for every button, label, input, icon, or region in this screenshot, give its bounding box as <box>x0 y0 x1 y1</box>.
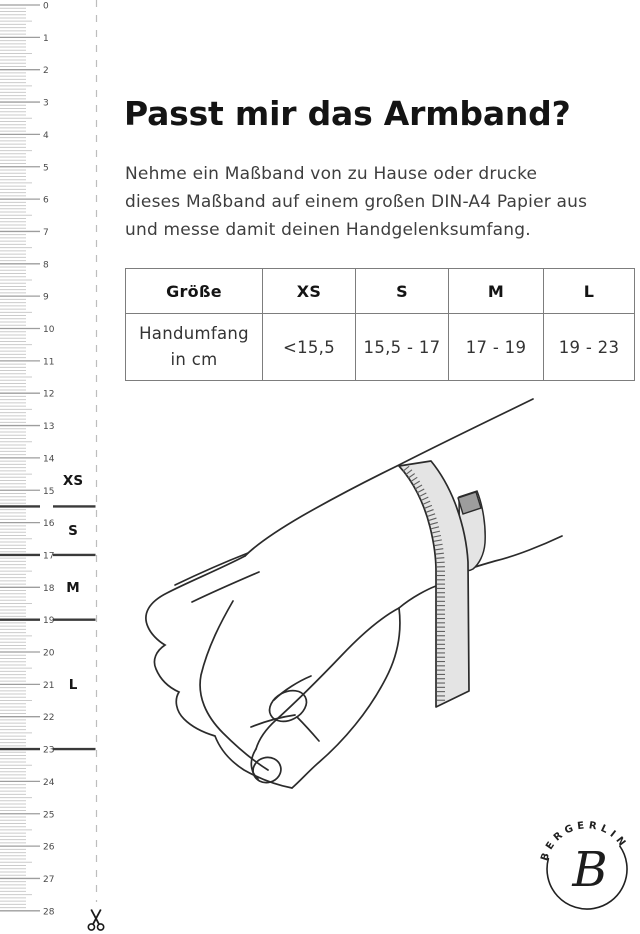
svg-text:24: 24 <box>43 777 55 788</box>
svg-text:9: 9 <box>43 292 49 303</box>
value-l: 19 - 23 <box>544 314 635 381</box>
finger-side-line <box>297 717 319 741</box>
hand-right-contour <box>292 608 400 788</box>
svg-text:6: 6 <box>43 195 49 206</box>
brand-logo <box>533 804 640 916</box>
hand-left-contour <box>146 556 292 788</box>
thumb-top-line <box>256 608 399 749</box>
svg-text:25: 25 <box>43 810 55 821</box>
knuckle-crease-1 <box>175 553 248 585</box>
table-header-row <box>126 269 635 314</box>
row-label: Handumfang in cm <box>139 324 249 369</box>
svg-text:16: 16 <box>43 519 55 530</box>
col-header-m: M <box>449 269 544 314</box>
wrist-measurement-illustration <box>130 385 590 810</box>
printable-ruler <box>0 0 110 934</box>
table-row <box>126 314 635 381</box>
svg-text:18: 18 <box>43 583 55 594</box>
intro-line: dieses Maßband auf einem großen DIN-A4 Papier aus <box>125 192 588 212</box>
svg-text:12: 12 <box>43 389 55 400</box>
svg-text:14: 14 <box>43 454 55 465</box>
svg-text:11: 11 <box>43 357 55 368</box>
arm-top-line <box>245 399 533 556</box>
ruler-size-label: L <box>68 676 78 693</box>
size-table <box>125 268 635 381</box>
svg-text:0: 0 <box>43 1 49 12</box>
value-s: 15,5 - 17 <box>356 314 449 381</box>
col-header-size: Größe <box>126 269 263 314</box>
svg-text:13: 13 <box>43 422 55 433</box>
svg-text:4: 4 <box>43 130 49 141</box>
row-label-cell <box>126 314 263 381</box>
intro-line: und messe damit deinen Handgelenksumfang. <box>125 220 531 240</box>
wrist-bottom-line <box>399 586 436 608</box>
svg-text:8: 8 <box>43 260 49 271</box>
svg-text:5: 5 <box>43 163 49 174</box>
svg-text:19: 19 <box>43 616 55 627</box>
intro-text <box>125 160 615 244</box>
svg-text:3: 3 <box>43 98 49 109</box>
ruler-size-label: XS <box>62 473 84 490</box>
svg-text:27: 27 <box>43 874 55 885</box>
svg-text:15: 15 <box>43 486 55 497</box>
value-m: 17 - 19 <box>449 314 544 381</box>
svg-text:23: 23 <box>43 745 55 756</box>
svg-text:1: 1 <box>43 33 49 44</box>
col-header-s: S <box>356 269 449 314</box>
fingernail <box>264 684 312 727</box>
col-header-xs: XS <box>263 269 356 314</box>
svg-text:26: 26 <box>43 842 55 853</box>
svg-text:22: 22 <box>43 713 55 724</box>
page-title: Passt mir das Armband? <box>124 94 571 133</box>
svg-text:28: 28 <box>43 907 55 918</box>
intro-line: Nehme ein Maßband von zu Hause oder drucke <box>125 164 538 184</box>
ruler-ticks <box>0 2 55 918</box>
ruler-size-label: S <box>68 523 78 540</box>
svg-text:7: 7 <box>43 227 49 238</box>
scissors-icon <box>88 910 103 931</box>
value-xs: <15,5 <box>263 314 356 381</box>
ruler-size-label: M <box>66 579 80 596</box>
logo-initial: B <box>572 842 608 898</box>
svg-text:2: 2 <box>43 66 49 77</box>
col-header-l: L <box>544 269 635 314</box>
svg-text:20: 20 <box>43 648 55 659</box>
svg-text:10: 10 <box>43 325 55 335</box>
logo-brand-text: BERGERLIN <box>539 820 629 863</box>
svg-text:17: 17 <box>43 551 55 562</box>
arm-bottom-line <box>475 536 562 567</box>
svg-text:21: 21 <box>43 680 55 691</box>
